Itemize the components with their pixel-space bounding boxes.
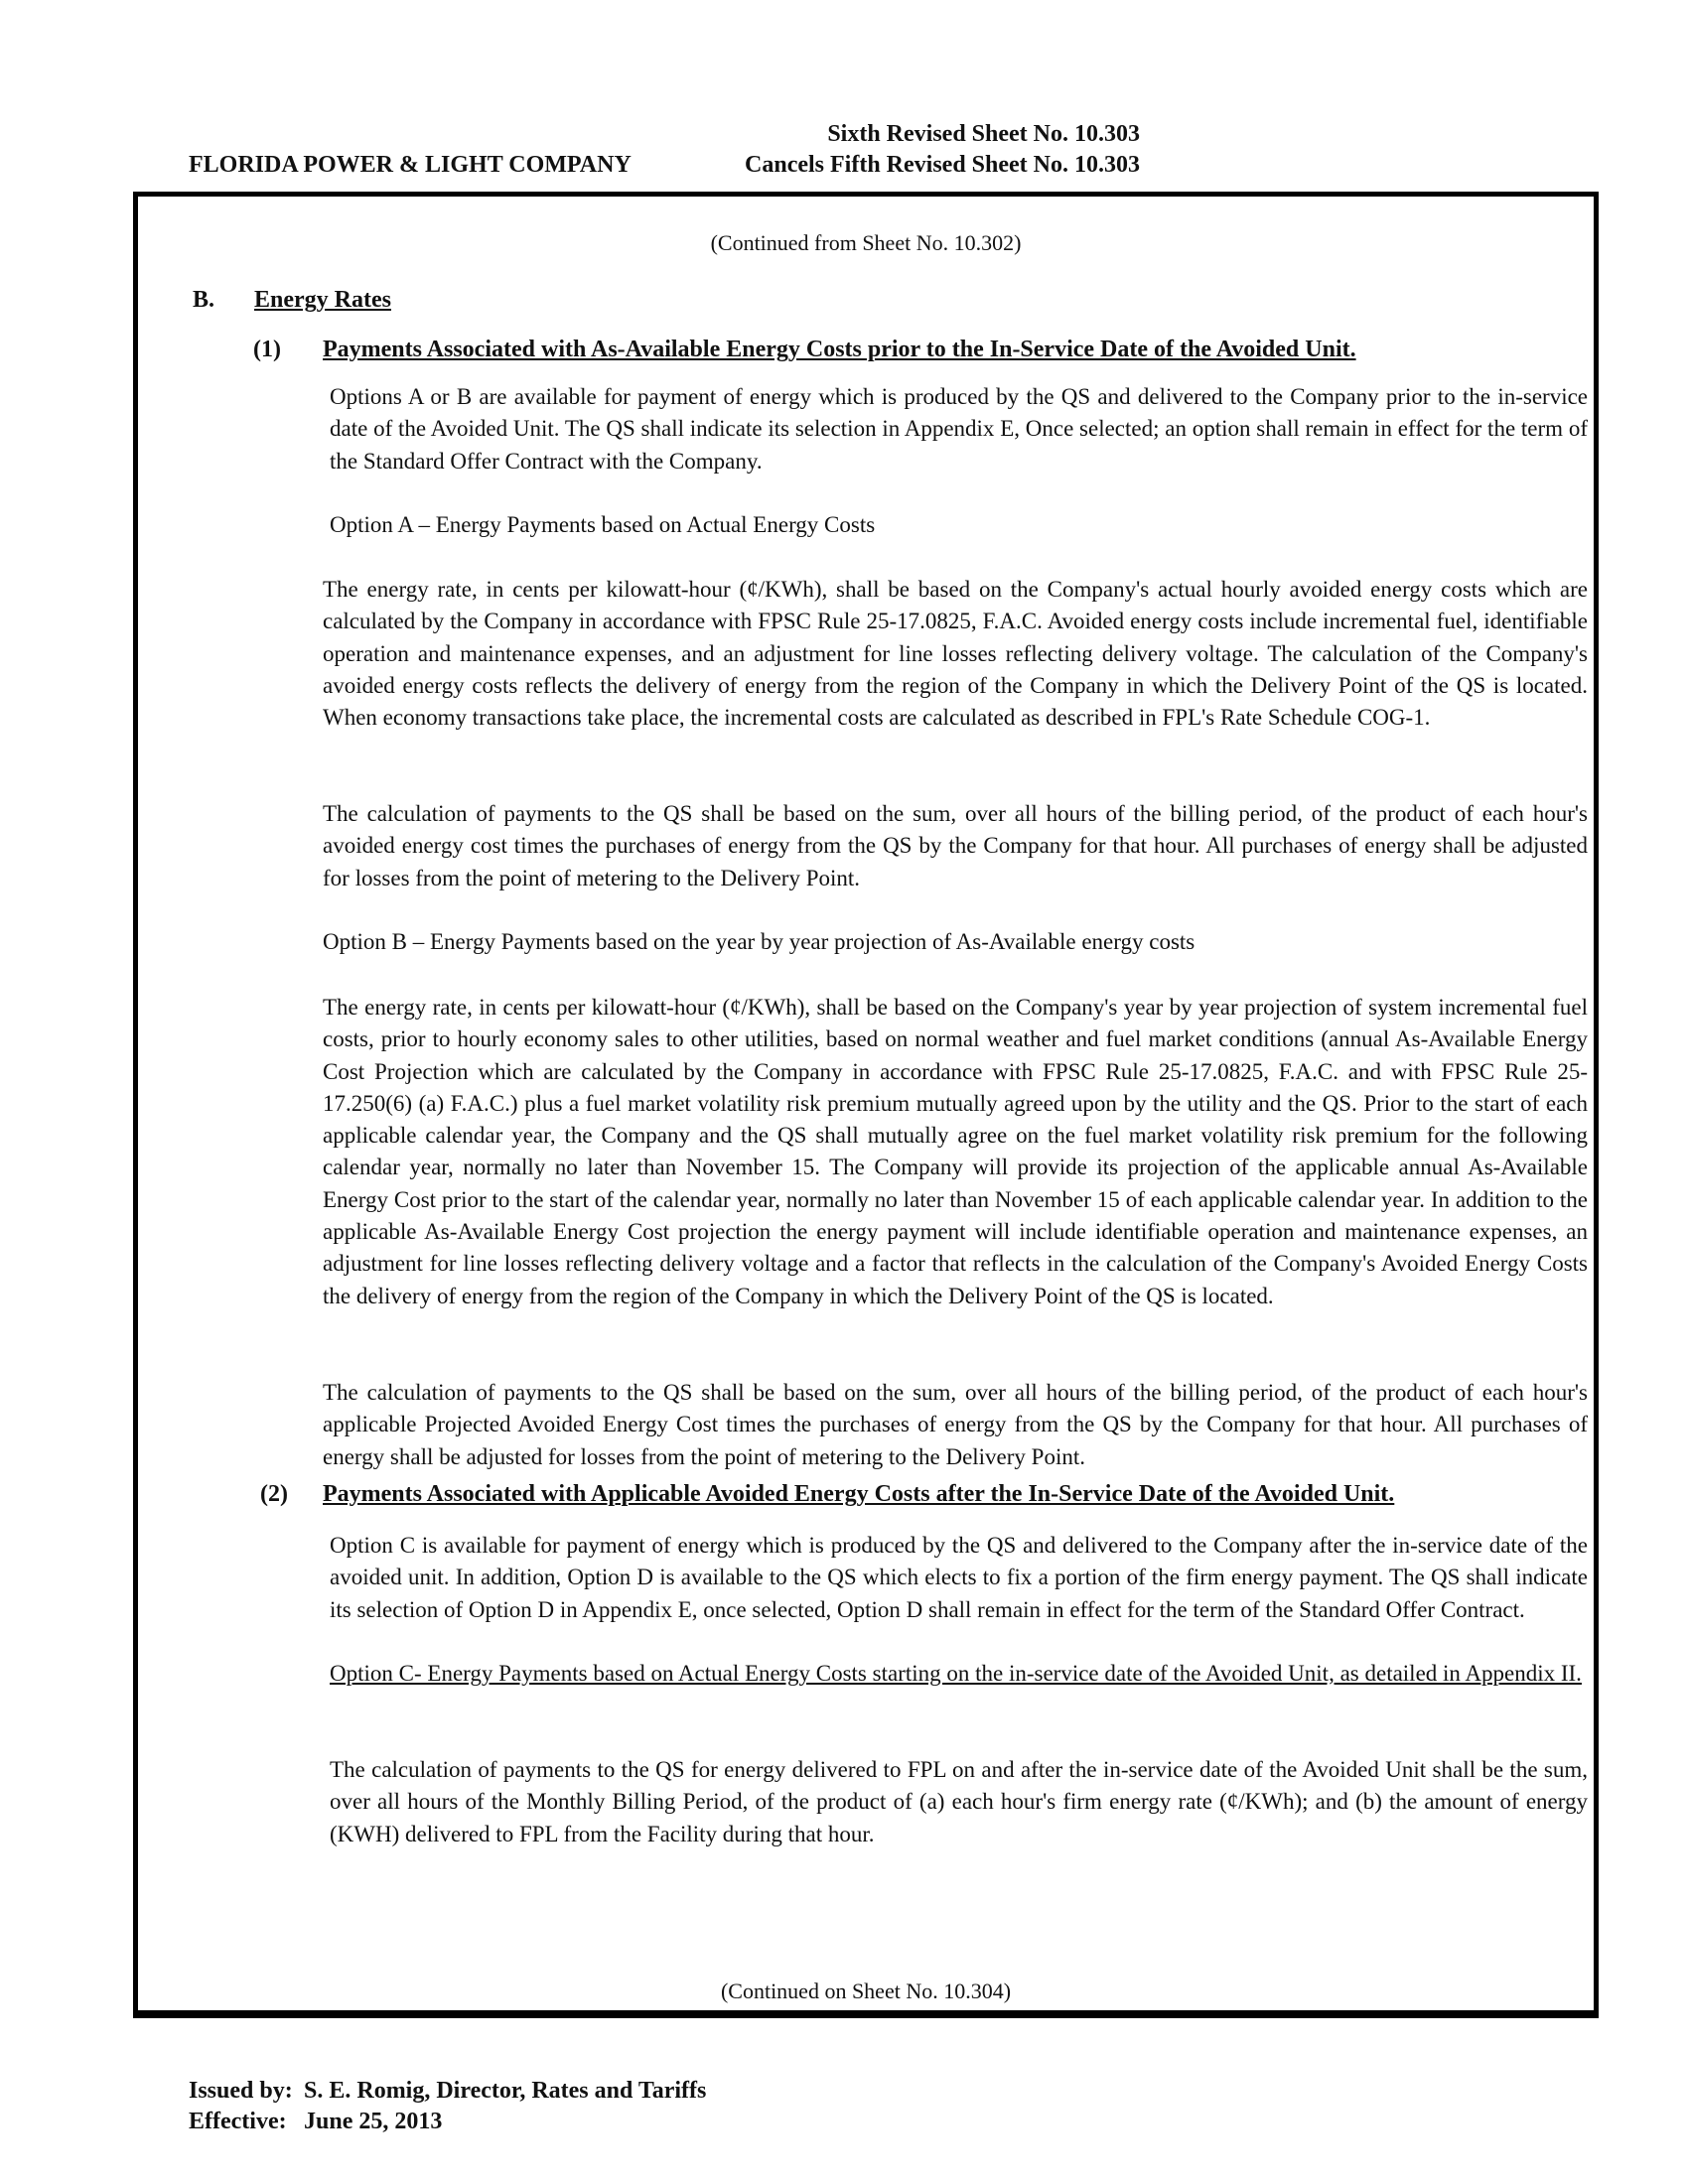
tariff-frame bbox=[133, 192, 1599, 2018]
effective-value: June 25, 2013 bbox=[304, 2109, 443, 2134]
section-letter: B. bbox=[193, 287, 215, 313]
company-name: FLORIDA POWER & LIGHT COMPANY bbox=[189, 152, 632, 178]
option-b-title: Option B – Energy Payments based on the year by year projection of As-Available energy costs bbox=[323, 929, 1196, 954]
subsection-1-intro: Options A or B are available for payment of energy which is produced by the QS and delivered to the Company prior to the in-service date of the Avoided Unit. The QS shall indicate its selection in Appendix E, Once selected; an option shall remain in effect for the term of the Standard Offer Contract with the Company. bbox=[330, 384, 1588, 474]
option-b-paragraph-2: The calculation of payments to the QS shall be based on the sum, over all hours of the billing period, of the product of each hour's applicable Projected Avoided Energy Cost times the purchases of energy from the QS by the Company for that hour. All purchases of energy shall be adjusted for losses from the point of metering to the Delivery Point. bbox=[323, 1380, 1588, 1469]
subsection-1-number: (1) bbox=[253, 337, 281, 362]
cancels-sheet: Cancels Fifth Revised Sheet No. 10.303 bbox=[745, 152, 1140, 178]
subsection-2-number: (2) bbox=[260, 1481, 288, 1507]
option-b-paragraph-1: The energy rate, in cents per kilowatt-hour (¢/KWh), shall be based on the Company's year by year projection of system incremental fuel costs, prior to hourly economy sales to other utilities, based on normal weather and fuel market conditions (annual As-Available Energy Cost Projection which are calculated by the Company in accordance with FPSC Rule 25-17.0825, F.A.C. and with FPSC Rule 25-17.250(6) (a) F.A.C.) plus a fuel market volatility risk premium mutually agreed upon by the utility and the QS. Prior to the start of each applicable calendar year, the Company and the QS shall mutually agree on the fuel market volatility risk premium for the following calendar year, normally no later than November 15. The Company will provide its projection of the applicable annual As-Available Energy Cost prior to the start of the calendar year, normally no later than November 15 of each applicable calendar year. In addition to the applicable As-Available Energy Cost projection the energy payment will include identifiable operation and maintenance expenses, an adjustment for line losses reflecting delivery voltage and a factor that reflects in the calculation of the Company's Avoided Energy Costs the delivery of energy from the region of the Company in which the Delivery Point of the QS is located. bbox=[323, 995, 1588, 1308]
issued-by-line bbox=[189, 2076, 706, 2107]
effective-label: Effective: bbox=[189, 2109, 287, 2134]
footer bbox=[189, 2076, 706, 2137]
option-a-paragraph-2: The calculation of payments to the QS shall be based on the sum, over all hours of the billing period, of the product of each hour's avoided energy cost times the purchases of energy from the QS by the Company for that hour. All purchases of energy shall be adjusted for losses from the point of metering to the Delivery Point. bbox=[323, 801, 1588, 890]
option-c-title: Option C- Energy Payments based on Actual Energy Costs starting on the in-service date of the Avoided Unit, as detailed in Appendix II. bbox=[330, 1661, 1582, 1686]
continued-on: (Continued on Sheet No. 10.304) bbox=[720, 1979, 1012, 2003]
option-a-paragraph-1: The energy rate, in cents per kilowatt-hour (¢/KWh), shall be based on the Company's actual hourly avoided energy costs which are calculated by the Company in accordance with FPSC Rule 25-17.0825, F.A.C. Avoided energy costs include incremental fuel, identifiable operation and maintenance expenses, and an adjustment for line losses reflecting delivery voltage. The calculation of the Company's avoided energy costs reflects the delivery of energy from the region of the Company in which the Delivery Point of the QS is located. When economy transactions take place, the incremental costs are calculated as described in FPL's Rate Schedule COG-1. bbox=[323, 577, 1588, 731]
option-a-title: Option A – Energy Payments based on Actual Energy Costs bbox=[330, 512, 876, 537]
subsection-2-title: Payments Associated with Applicable Avoided Energy Costs after the In-Service Date of the Avoided Unit. bbox=[323, 1481, 1395, 1507]
option-c-paragraph-1: The calculation of payments to the QS for energy delivered to FPL on and after the in-service date of the Avoided Unit shall be the sum, over all hours of the Monthly Billing Period, of the product of (a) each hour's firm energy rate (¢/KWh); and (b) the amount of energy (KWH) delivered to FPL from the Facility during that hour. bbox=[330, 1757, 1588, 1846]
issued-by-label: Issued by: bbox=[189, 2078, 293, 2104]
sheet-number: Sixth Revised Sheet No. 10.303 bbox=[827, 121, 1140, 147]
issued-by-value: S. E. Romig, Director, Rates and Tariffs bbox=[304, 2078, 707, 2104]
section-title: Energy Rates bbox=[254, 287, 391, 313]
sheet-header bbox=[745, 119, 1140, 181]
subsection-1-title: Payments Associated with As-Available Energy Costs prior to the In-Service Date of the Avoided Unit. bbox=[323, 337, 1356, 362]
subsection-2-intro: Option C is available for payment of energy which is produced by the QS and delivered to the Company after the in-service date of the avoided unit. In addition, Option D is available to the QS which elects to fix a portion of the firm energy payment. The QS shall indicate its selection of Option D in Appendix E, once selected, Option D shall remain in effect for the term of the Standard Offer Contract. bbox=[330, 1533, 1588, 1622]
effective-line bbox=[189, 2107, 706, 2137]
continued-from: (Continued from Sheet No. 10.302) bbox=[710, 230, 1022, 255]
